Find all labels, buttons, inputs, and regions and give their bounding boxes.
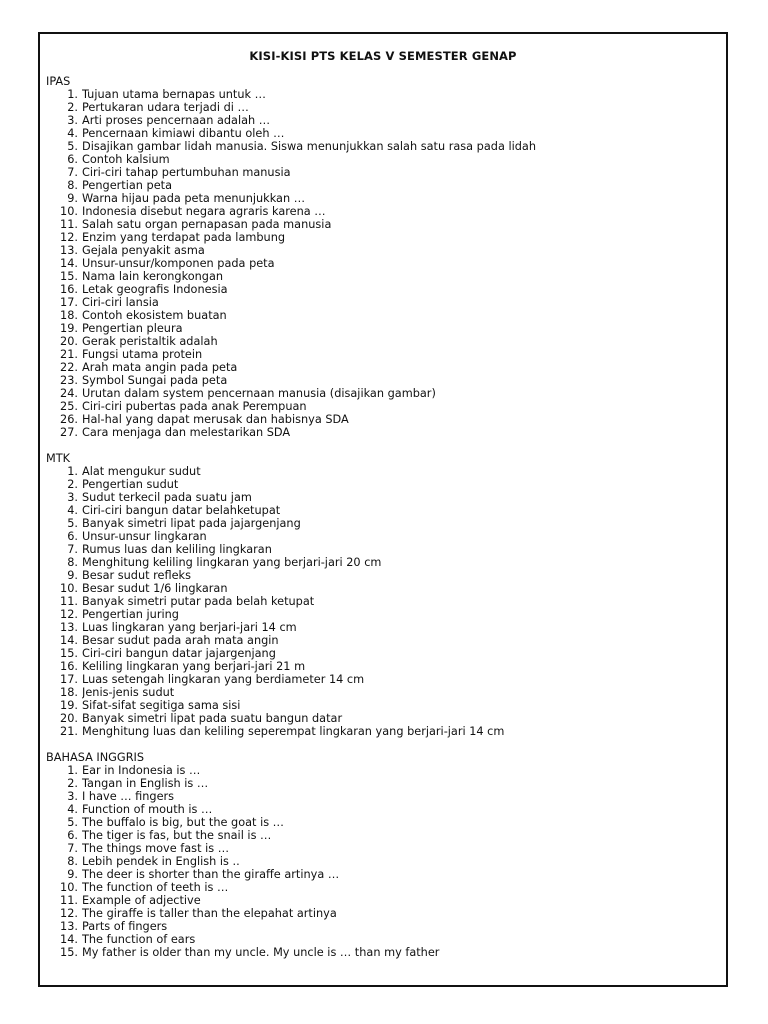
- list-item: [46, 894, 720, 907]
- item-number: 20.: [60, 335, 78, 348]
- question-list: [46, 764, 720, 959]
- list-item: [46, 192, 720, 205]
- list-item: [46, 101, 720, 114]
- item-text: Symbol Sungai pada peta: [82, 374, 228, 387]
- list-item: [46, 205, 720, 218]
- item-text: Pengertian sudut: [82, 478, 179, 491]
- item-number: 17.: [60, 296, 78, 309]
- list-item: [46, 465, 720, 478]
- item-number: 21.: [60, 348, 78, 361]
- list-item: [46, 946, 720, 959]
- item-text: Ciri-ciri tahap pertumbuhan manusia: [82, 166, 291, 179]
- item-text: The function of ears: [82, 933, 196, 946]
- item-number: 15.: [60, 270, 78, 283]
- item-text: Disajikan gambar lidah manusia. Siswa menunjukkan salah satu rasa pada lidah: [82, 140, 536, 153]
- item-text: Ciri-ciri lansia: [82, 296, 159, 309]
- item-text: Jenis-jenis sudut: [82, 686, 175, 699]
- list-item: [46, 257, 720, 270]
- list-item: [46, 478, 720, 491]
- item-text: The giraffe is taller than the elepahat artinya: [82, 907, 337, 920]
- item-number: 8.: [67, 179, 78, 192]
- list-item: [46, 296, 720, 309]
- item-text: Indonesia disebut negara agraris karena …: [82, 205, 326, 218]
- list-item: [46, 595, 720, 608]
- list-item: [46, 231, 720, 244]
- item-number: 25.: [60, 400, 78, 413]
- item-text: Menghitung luas dan keliling seperempat lingkaran yang berjari-jari 14 cm: [82, 725, 505, 738]
- list-item: [46, 153, 720, 166]
- list-item: [46, 114, 720, 127]
- item-number: 5.: [67, 517, 78, 530]
- item-number: 8.: [67, 855, 78, 868]
- item-text: My father is older than my uncle. My uncle is … than my father: [82, 946, 440, 959]
- list-item: [46, 725, 720, 738]
- list-item: [46, 790, 720, 803]
- list-item: [46, 686, 720, 699]
- item-number: 12.: [60, 608, 78, 621]
- item-number: 9.: [67, 868, 78, 881]
- item-number: 16.: [60, 283, 78, 296]
- item-text: Pengertian pleura: [82, 322, 183, 335]
- item-text: Pengertian juring: [82, 608, 179, 621]
- item-text: Enzim yang terdapat pada lambung: [82, 231, 286, 244]
- section-title: BAHASA INGGRIS: [46, 751, 145, 764]
- list-item: [46, 868, 720, 881]
- document-content: [46, 75, 720, 959]
- item-text: The things move fast is …: [82, 842, 229, 855]
- item-text: Ciri-ciri bangun datar jajargenjang: [82, 647, 276, 660]
- list-item: [46, 634, 720, 647]
- item-number: 1.: [67, 88, 78, 101]
- item-number: 14.: [60, 933, 78, 946]
- section-mtk: [46, 452, 720, 738]
- item-text: Gerak peristaltik adalah: [82, 335, 218, 348]
- item-number: 22.: [60, 361, 78, 374]
- list-item: [46, 621, 720, 634]
- item-number: 11.: [60, 595, 78, 608]
- item-number: 3.: [67, 491, 78, 504]
- item-text: Banyak simetri putar pada belah ketupat: [82, 595, 315, 608]
- item-number: 7.: [67, 166, 78, 179]
- item-text: Menghitung keliling lingkaran yang berjari-jari 20 cm: [82, 556, 382, 569]
- item-number: 10.: [60, 205, 78, 218]
- list-item: [46, 920, 720, 933]
- list-item: [46, 660, 720, 673]
- list-item: [46, 855, 720, 868]
- list-item: [46, 361, 720, 374]
- item-text: Rumus luas dan keliling lingkaran: [82, 543, 272, 556]
- item-number: 3.: [67, 114, 78, 127]
- item-number: 7.: [67, 543, 78, 556]
- item-text: The tiger is fas, but the snail is …: [82, 829, 272, 842]
- item-number: 4.: [67, 803, 78, 816]
- item-number: 15.: [60, 647, 78, 660]
- list-item: [46, 88, 720, 101]
- item-number: 15.: [60, 946, 78, 959]
- section-title: IPAS: [46, 75, 71, 88]
- list-item: [46, 608, 720, 621]
- list-item: [46, 543, 720, 556]
- document-title: KISI-KISI PTS KELAS V SEMESTER GENAP: [249, 49, 517, 63]
- item-text: Alat mengukur sudut: [82, 465, 201, 478]
- list-item: [46, 907, 720, 920]
- section-title: MTK: [46, 452, 71, 465]
- list-item: [46, 218, 720, 231]
- item-text: Hal-hal yang dapat merusak dan habisnya SDA: [82, 413, 349, 426]
- item-number: 9.: [67, 192, 78, 205]
- item-number: 6.: [67, 829, 78, 842]
- section-bahasa-inggris: [46, 751, 720, 959]
- list-item: [46, 413, 720, 426]
- item-text: Sifat-sifat segitiga sama sisi: [82, 699, 241, 712]
- item-number: 13.: [60, 920, 78, 933]
- list-item: [46, 582, 720, 595]
- item-text: Besar sudut pada arah mata angin: [82, 634, 279, 647]
- item-text: Contoh kalsium: [82, 153, 170, 166]
- item-text: Salah satu organ pernapasan pada manusia: [82, 218, 332, 231]
- item-text: Keliling lingkaran yang berjari-jari 21 m: [82, 660, 306, 673]
- question-list: [46, 88, 720, 439]
- item-number: 2.: [67, 478, 78, 491]
- item-text: Besar sudut refleks: [82, 569, 191, 582]
- item-text: Ciri-ciri bangun datar belahketupat: [82, 504, 281, 517]
- list-item: [46, 712, 720, 725]
- list-item: [46, 244, 720, 257]
- section-ipas: [46, 75, 720, 439]
- item-number: 10.: [60, 582, 78, 595]
- item-text: Sudut terkecil pada suatu jam: [82, 491, 252, 504]
- item-text: Parts of fingers: [82, 920, 168, 933]
- item-number: 4.: [67, 127, 78, 140]
- item-number: 12.: [60, 231, 78, 244]
- list-item: [46, 504, 720, 517]
- list-item: [46, 556, 720, 569]
- list-item: [46, 803, 720, 816]
- item-number: 17.: [60, 673, 78, 686]
- list-item: [46, 335, 720, 348]
- item-text: Nama lain kerongkongan: [82, 270, 224, 283]
- item-number: 10.: [60, 881, 78, 894]
- item-number: 13.: [60, 621, 78, 634]
- item-text: Tangan in English is …: [82, 777, 209, 790]
- list-item: [46, 517, 720, 530]
- list-item: [46, 426, 720, 439]
- item-number: 5.: [67, 816, 78, 829]
- list-item: [46, 699, 720, 712]
- item-number: 9.: [67, 569, 78, 582]
- list-item: [46, 348, 720, 361]
- list-item: [46, 283, 720, 296]
- list-item: [46, 673, 720, 686]
- item-number: 2.: [67, 101, 78, 114]
- item-number: 6.: [67, 153, 78, 166]
- item-text: The deer is shorter than the giraffe artinya …: [82, 868, 340, 881]
- list-item: [46, 647, 720, 660]
- list-item: [46, 829, 720, 842]
- item-number: 27.: [60, 426, 78, 439]
- list-item: [46, 270, 720, 283]
- list-item: [46, 309, 720, 322]
- item-number: 24.: [60, 387, 78, 400]
- item-text: I have … fingers: [82, 790, 175, 803]
- item-number: 14.: [60, 257, 78, 270]
- item-text: Warna hijau pada peta menunjukkan …: [82, 192, 306, 205]
- list-item: [46, 881, 720, 894]
- item-text: Pengertian peta: [82, 179, 172, 192]
- item-number: 13.: [60, 244, 78, 257]
- list-item: [46, 764, 720, 777]
- item-text: Luas lingkaran yang berjari-jari 14 cm: [82, 621, 297, 634]
- list-item: [46, 322, 720, 335]
- item-text: Cara menjaga dan melestarikan SDA: [82, 426, 291, 439]
- item-text: Function of mouth is …: [82, 803, 213, 816]
- item-text: Unsur-unsur/komponen pada peta: [82, 257, 275, 270]
- item-number: 20.: [60, 712, 78, 725]
- list-item: [46, 166, 720, 179]
- item-text: Gejala penyakit asma: [82, 244, 205, 257]
- list-item: [46, 374, 720, 387]
- item-number: 14.: [60, 634, 78, 647]
- item-text: Unsur-unsur lingkaran: [82, 530, 207, 543]
- item-text: Arah mata angin pada peta: [82, 361, 238, 374]
- item-text: Besar sudut 1/6 lingkaran: [82, 582, 228, 595]
- item-number: 2.: [67, 777, 78, 790]
- list-item: [46, 179, 720, 192]
- list-item: [46, 842, 720, 855]
- item-text: Lebih pendek in English is ..: [82, 855, 240, 868]
- item-number: 12.: [60, 907, 78, 920]
- list-item: [46, 569, 720, 582]
- item-number: 11.: [60, 894, 78, 907]
- item-text: Tujuan utama bernapas untuk …: [82, 88, 266, 101]
- item-text: The function of teeth is …: [82, 881, 229, 894]
- list-item: [46, 140, 720, 153]
- item-text: Pertukaran udara terjadi di …: [82, 101, 249, 114]
- item-text: Banyak simetri lipat pada suatu bangun datar: [82, 712, 343, 725]
- list-item: [46, 387, 720, 400]
- item-text: Urutan dalam system pencernaan manusia (disajikan gambar): [82, 387, 436, 400]
- item-number: 16.: [60, 660, 78, 673]
- item-text: Letak geografis Indonesia: [82, 283, 228, 296]
- item-number: 1.: [67, 465, 78, 478]
- item-number: 5.: [67, 140, 78, 153]
- list-item: [46, 530, 720, 543]
- question-list: [46, 465, 720, 738]
- item-text: Luas setengah lingkaran yang berdiameter 14 cm: [82, 673, 365, 686]
- item-number: 18.: [60, 686, 78, 699]
- item-number: 1.: [67, 764, 78, 777]
- item-text: Arti proses pencernaan adalah …: [82, 114, 271, 127]
- list-item: [46, 400, 720, 413]
- item-number: 21.: [60, 725, 78, 738]
- list-item: [46, 127, 720, 140]
- item-text: Banyak simetri lipat pada jajargenjang: [82, 517, 301, 530]
- list-item: [46, 816, 720, 829]
- document-page: [38, 32, 728, 987]
- item-text: Pencernaan kimiawi dibantu oleh …: [82, 127, 285, 140]
- item-text: Fungsi utama protein: [82, 348, 203, 361]
- item-number: 23.: [60, 374, 78, 387]
- item-number: 11.: [60, 218, 78, 231]
- item-number: 8.: [67, 556, 78, 569]
- list-item: [46, 777, 720, 790]
- list-item: [46, 491, 720, 504]
- item-text: Contoh ekosistem buatan: [82, 309, 227, 322]
- list-item: [46, 933, 720, 946]
- item-number: 3.: [67, 790, 78, 803]
- item-number: 4.: [67, 504, 78, 517]
- item-number: 18.: [60, 309, 78, 322]
- item-text: Ear in Indonesia is …: [82, 764, 201, 777]
- item-text: Ciri-ciri pubertas pada anak Perempuan: [82, 400, 307, 413]
- item-number: 19.: [60, 322, 78, 335]
- item-number: 7.: [67, 842, 78, 855]
- item-number: 6.: [67, 530, 78, 543]
- item-text: The buffalo is big, but the goat is …: [82, 816, 284, 829]
- item-number: 19.: [60, 699, 78, 712]
- item-number: 26.: [60, 413, 78, 426]
- item-text: Example of adjective: [82, 894, 201, 907]
